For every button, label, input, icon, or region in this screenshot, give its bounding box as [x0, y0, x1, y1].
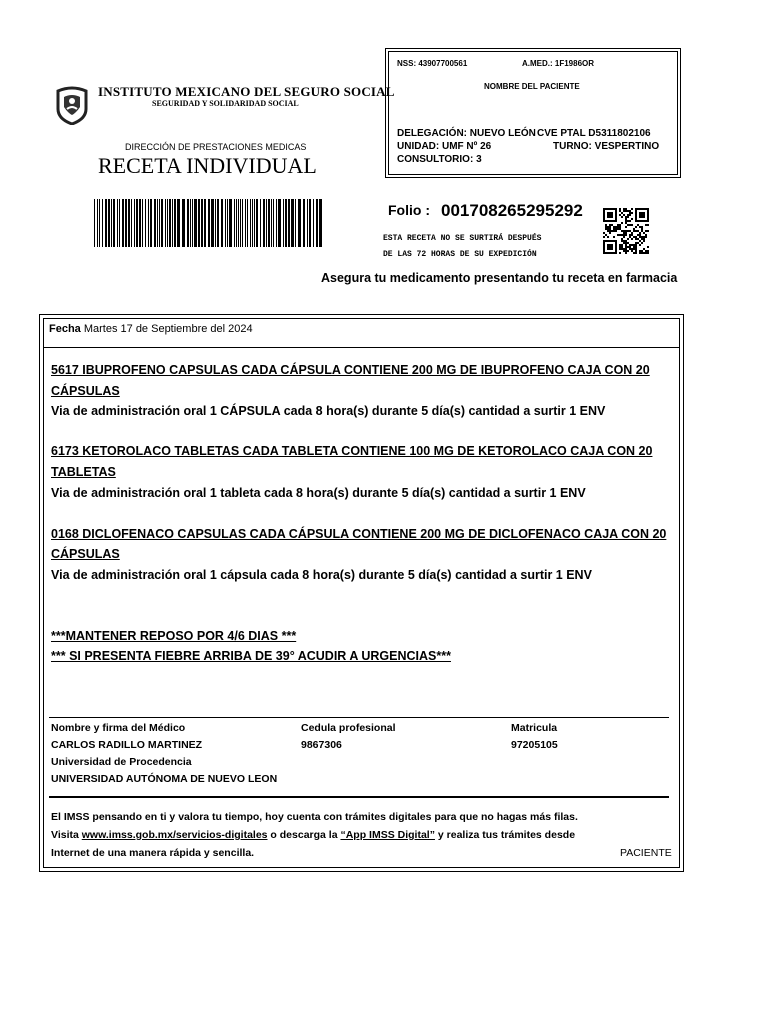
- institution-tagline: SEGURIDAD Y SOLIDARIDAD SOCIAL: [152, 99, 299, 108]
- date-value: Martes 17 de Septiembre del 2024: [80, 323, 253, 335]
- matricula-label: Matricula: [511, 722, 558, 734]
- medication-title-cont: TABLETAS: [51, 465, 116, 479]
- medication-instructions: Via de administración oral 1 CÁPSULA cada 8 hora(s) durante 5 día(s) cantidad a surtir 1 ENV: [51, 404, 606, 418]
- delegacion: DELEGACIÓN: NUEVO LEÓN: [397, 128, 536, 139]
- amed: A.MED.: 1F1986OR: [522, 59, 595, 68]
- consultorio: CONSULTORIO: 3: [397, 154, 482, 165]
- divider: [43, 347, 680, 348]
- footer-divider: [49, 796, 669, 798]
- medication-title: 6173 KETOROLACO TABLETAS CADA TABLETA CONTIENE 100 MG DE KETOROLACO CAJA CON 20: [51, 444, 653, 458]
- patient-name-label: NOMBRE DEL PACIENTE: [484, 82, 580, 91]
- expiry-notice-line2: DE LAS 72 HORAS DE SU EXPEDICIÓN: [383, 250, 537, 259]
- prescription-box: [39, 314, 684, 872]
- qr-code: [603, 208, 649, 254]
- footer-visit: Visita: [51, 829, 82, 841]
- doctor-name: CARLOS RADILLO MARTINEZ: [51, 739, 203, 751]
- imss-app-link[interactable]: “App IMSS Digital”: [340, 829, 435, 841]
- cedula-value: 9867306: [301, 739, 342, 751]
- note-rest: ***MANTENER REPOSO POR 4/6 DIAS ***: [51, 629, 297, 643]
- unidad: UNIDAD: UMF Nº 26: [397, 141, 492, 152]
- medication-title-cont: CÁPSULAS: [51, 384, 120, 398]
- date-label: Fecha: [49, 323, 81, 335]
- university: UNIVERSIDAD AUTÓNOMA DE NUEVO LEON: [51, 773, 278, 785]
- doctor-name-label: Nombre y firma del Médico: [51, 722, 186, 734]
- date-row: [49, 323, 253, 335]
- imss-services-link[interactable]: www.imss.gob.mx/servicios-digitales: [81, 829, 268, 841]
- expiry-notice-line1: ESTA RECETA NO SE SURTIRÁ DESPUÉS: [383, 234, 542, 243]
- footer-line2: [51, 829, 575, 841]
- footer-line1: El IMSS pensando en ti y valora tu tiempo, hoy cuenta con trámites digitales para que no hagas más filas.: [51, 811, 578, 823]
- division-name: DIRECCIÓN DE PRESTACIONES MEDICAS: [125, 142, 307, 152]
- footer-line3: Internet de una manera rápida y sencilla.: [51, 847, 255, 859]
- footer-suffix: y realiza tus trámites desde: [434, 829, 576, 841]
- pharmacy-tagline: Asegura tu medicamento presentando tu receta en farmacia: [321, 271, 678, 285]
- note-fever: *** SI PRESENTA FIEBRE ARRIBA DE 39° ACUDIR A URGENCIAS***: [51, 649, 451, 663]
- imss-logo: [54, 85, 90, 125]
- turno: TURNO: VESPERTINO: [553, 141, 660, 152]
- folio-number: 001708265295292: [441, 201, 583, 220]
- signature-divider: [49, 717, 669, 718]
- footer-middle: o descarga la: [267, 829, 341, 841]
- medication-instructions: Via de administración oral 1 tableta cada 8 hora(s) durante 5 día(s) cantidad a surtir 1 ENV: [51, 486, 586, 500]
- medication-title: 0168 DICLOFENACO CAPSULAS CADA CÁPSULA CONTIENE 200 MG DE DICLOFENACO CAJA CON 20: [51, 527, 667, 541]
- university-label: Universidad de Procedencia: [51, 756, 192, 768]
- institution-name: INSTITUTO MEXICANO DEL SEGURO SOCIAL: [98, 84, 395, 99]
- barcode: [94, 199, 322, 247]
- matricula-value: 97205105: [511, 739, 558, 751]
- medication-title-cont: CÁPSULAS: [51, 547, 120, 561]
- folio-label: Folio :: [388, 202, 430, 218]
- document-title: RECETA INDIVIDUAL: [98, 153, 317, 178]
- nss: NSS: 43907700561: [397, 59, 468, 68]
- medication-title: 5617 IBUPROFENO CAPSULAS CADA CÁPSULA CONTIENE 200 MG DE IBUPROFENO CAJA CON 20: [51, 363, 650, 377]
- cve-ptal: CVE PTAL D5311802106: [537, 128, 651, 139]
- medication-instructions: Via de administración oral 1 cápsula cada 8 hora(s) durante 5 día(s) cantidad a surtir 1 ENV: [51, 568, 592, 582]
- copy-label: PACIENTE: [620, 847, 672, 859]
- cedula-label: Cedula profesional: [301, 722, 396, 734]
